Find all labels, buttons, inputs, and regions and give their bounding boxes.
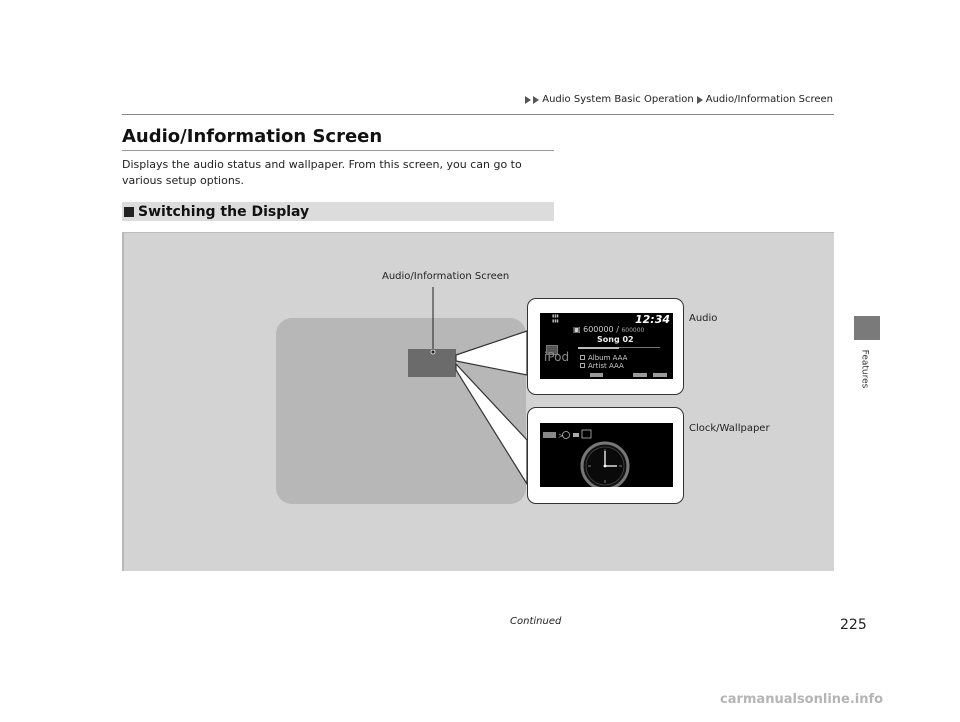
band-indicator: ▮▮▮ ▮▮▮ bbox=[552, 313, 559, 323]
source-label: iPod bbox=[544, 350, 570, 364]
title-rule bbox=[122, 150, 554, 151]
clock-time: 12:34 bbox=[634, 313, 670, 326]
side-tab-text: Features bbox=[859, 349, 870, 389]
song-title: Song 02 bbox=[597, 335, 634, 344]
label-info-screen: Audio/Information Screen bbox=[382, 271, 510, 282]
side-tab-marker bbox=[854, 316, 880, 340]
figure-left-edge bbox=[122, 232, 124, 571]
page-title: Audio/Information Screen bbox=[122, 126, 383, 147]
screen-button-menu[interactable] bbox=[590, 373, 603, 377]
intro-paragraph: Displays the audio status and wallpaper. From this screen, you can go to various setup options. bbox=[122, 158, 522, 187]
svg-text:>: > bbox=[558, 432, 564, 440]
track-total: 600000 bbox=[621, 327, 645, 334]
section-title: Switching the Display bbox=[138, 203, 310, 220]
screen-button-left[interactable] bbox=[633, 373, 647, 377]
analog-clock-icon bbox=[540, 423, 673, 487]
info-screen-block bbox=[408, 349, 456, 377]
artist-name: Artist AAA bbox=[588, 362, 624, 370]
figure-top-edge bbox=[122, 232, 834, 233]
watermark: carmanualsonline.info bbox=[720, 692, 884, 707]
clock-wallpaper-screen bbox=[540, 423, 673, 487]
breadcrumb bbox=[525, 94, 833, 105]
label-clock-wallpaper: Clock/Wallpaper bbox=[689, 423, 770, 434]
breadcrumb-arrow-icon bbox=[533, 96, 539, 104]
breadcrumb-arrow-icon bbox=[525, 96, 531, 104]
progress-fill bbox=[578, 347, 619, 349]
audio-screen bbox=[540, 313, 673, 379]
breadcrumb-item-current: Audio/Information Screen bbox=[705, 94, 833, 105]
track-number: 600000 bbox=[583, 325, 614, 334]
album-name: Album AAA bbox=[588, 354, 628, 362]
artist-icon bbox=[580, 363, 585, 368]
dashboard-panel bbox=[276, 318, 526, 504]
section-heading bbox=[122, 202, 554, 221]
track-count: ▣ 600000 / 600000 bbox=[573, 325, 645, 334]
header-rule bbox=[122, 114, 834, 115]
breadcrumb-item-audio-system[interactable]: Audio System Basic Operation bbox=[542, 94, 694, 105]
page-number: 225 bbox=[840, 617, 867, 633]
continued-note: Continued bbox=[510, 616, 562, 627]
label-audio: Audio bbox=[689, 313, 718, 324]
breadcrumb-arrow-icon bbox=[697, 96, 703, 104]
album-icon bbox=[580, 355, 585, 360]
side-tab-label bbox=[855, 342, 879, 402]
section-square-icon bbox=[124, 207, 134, 217]
screen-button-right[interactable] bbox=[653, 373, 667, 377]
